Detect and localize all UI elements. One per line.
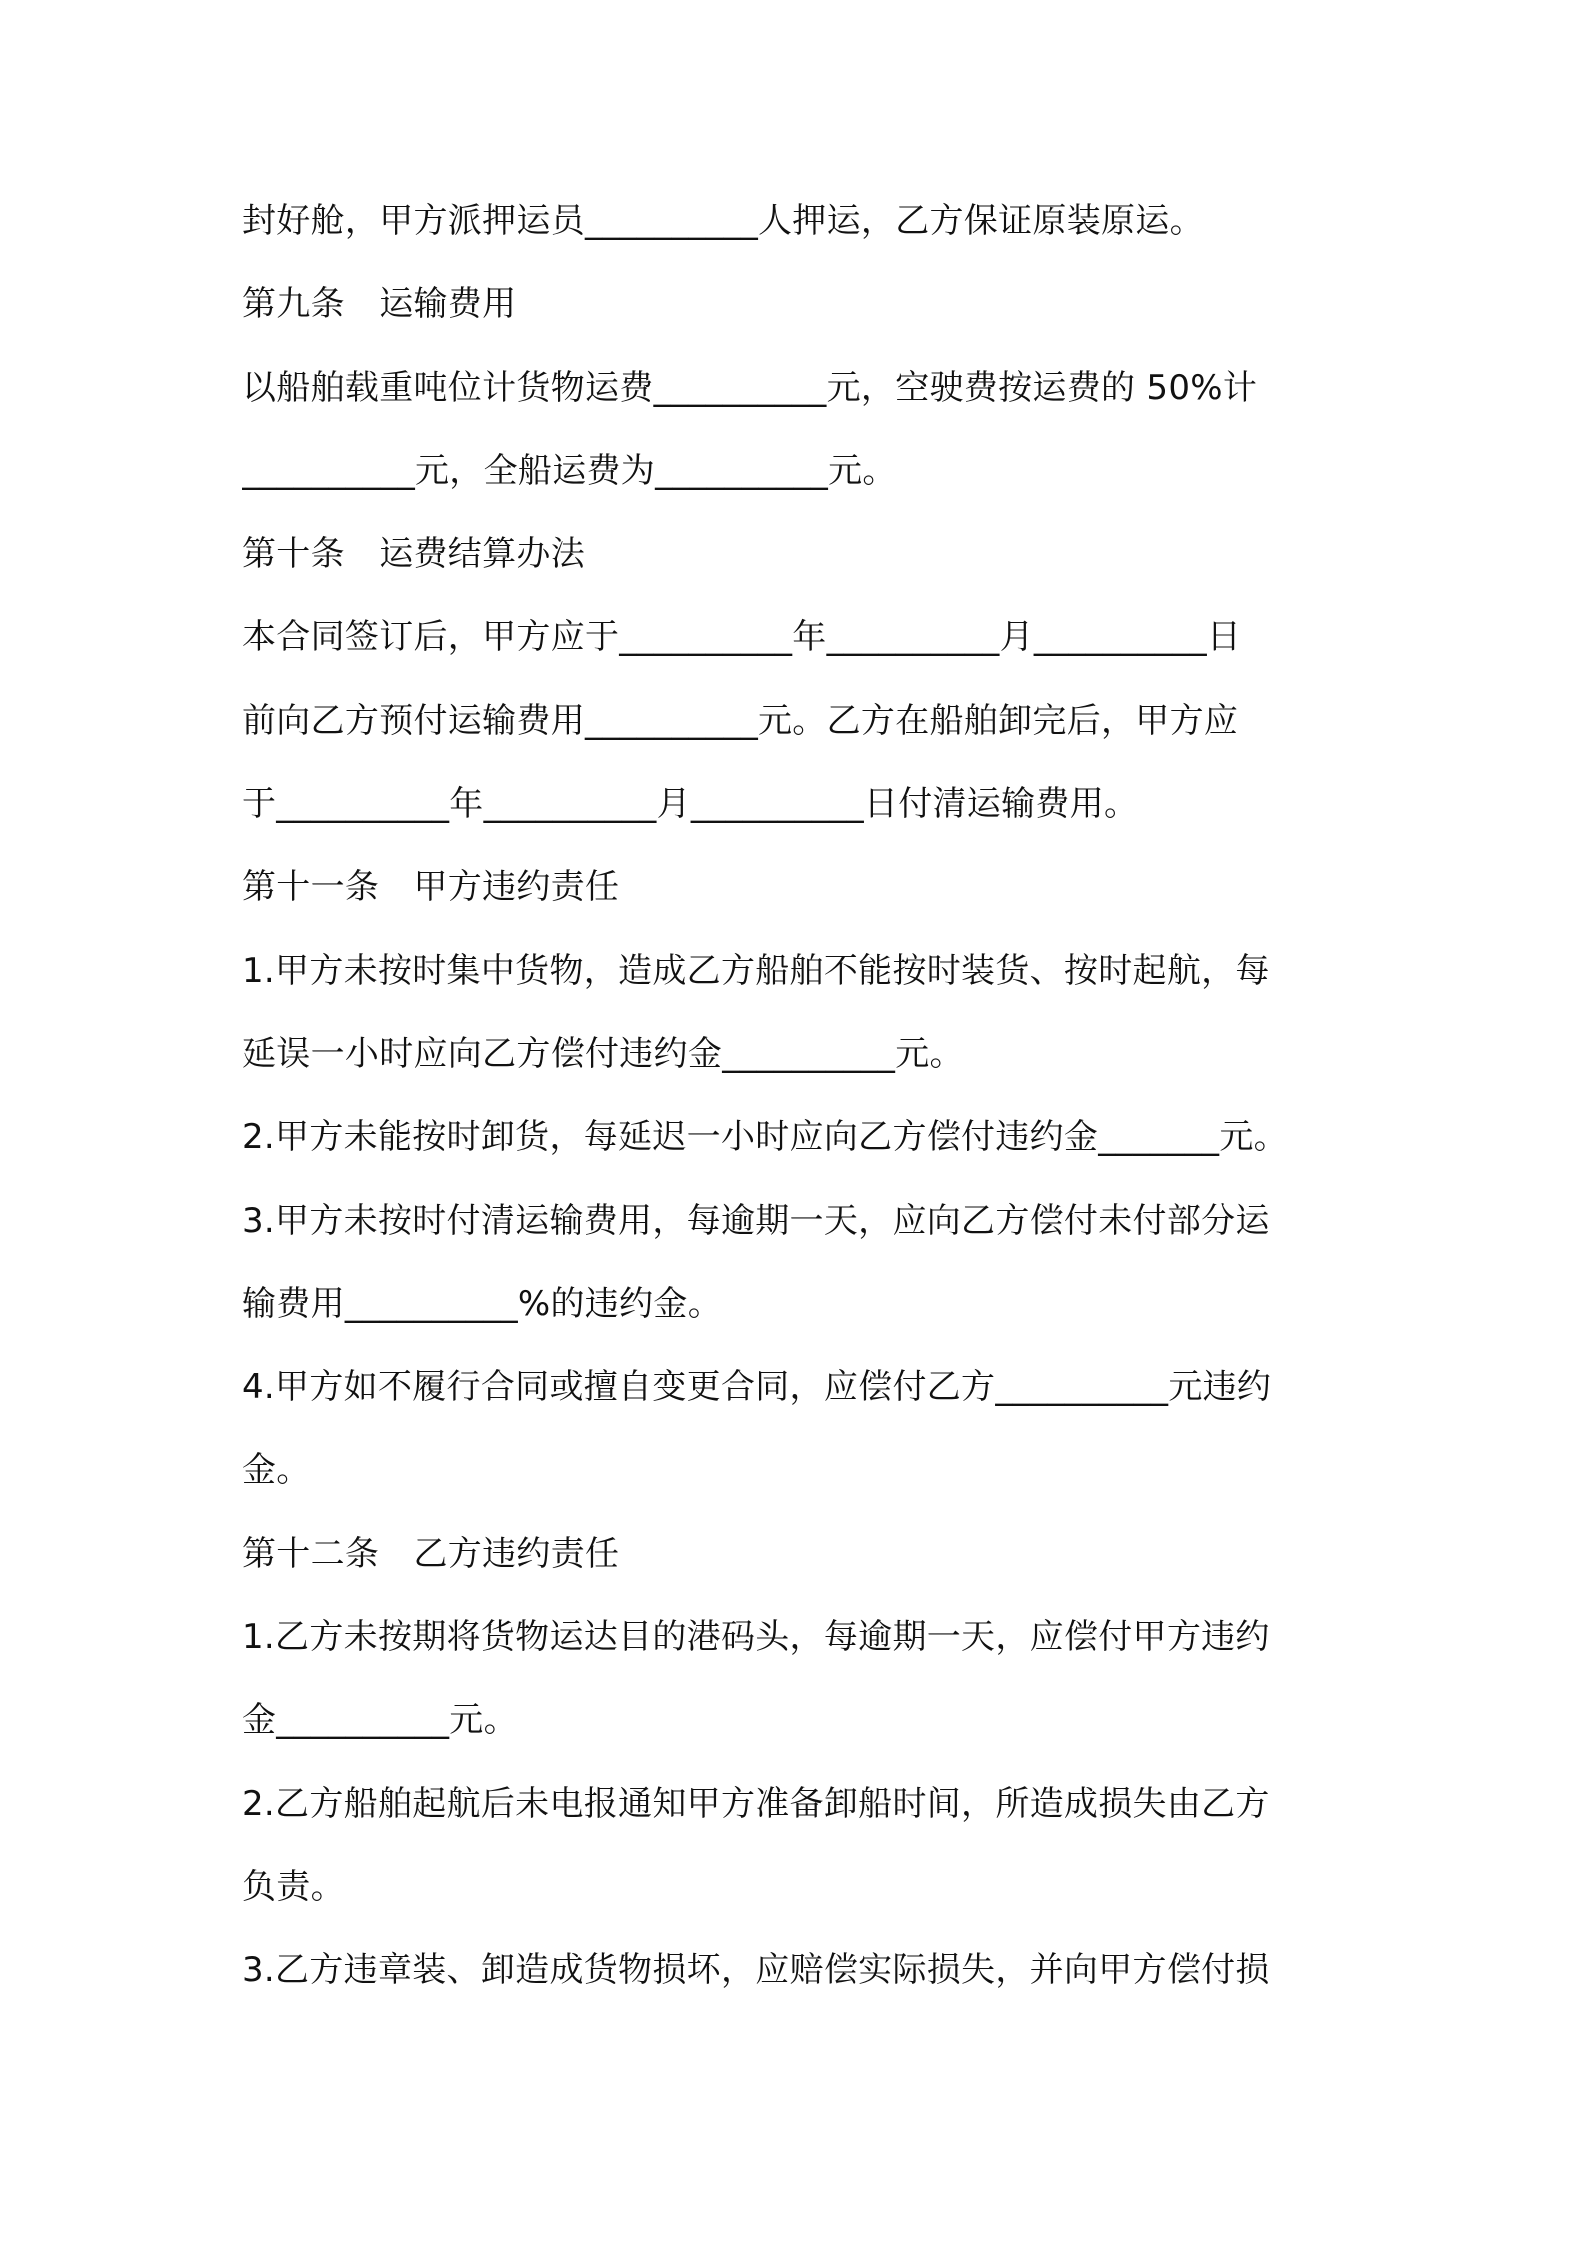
paragraph-line: 1.乙方未按期将货物运达目的港码头，每逾期一天，应偿付甲方违约 [242,1617,1270,1658]
paragraph-line: 前向乙方预付运输费用__________元。乙方在船舶卸完后，甲方应 [242,700,1239,741]
paragraph-line: 负责。 [242,1866,345,1907]
section-heading-12: 第十二条 乙方违约责任 [242,1533,620,1574]
paragraph-line: 2.甲方未能按时卸货，每延迟一小时应向乙方偿付违约金_______元。 [242,1117,1288,1158]
paragraph-line: 金__________元。 [242,1700,518,1741]
paragraph-line: 1.甲方未按时集中货物，造成乙方船舶不能按时装货、按时起航，每 [242,950,1270,991]
paragraph-line: 以船舶载重吨位计货物运费__________元，空驶费按运费的 50%计 [242,367,1258,408]
paragraph-line: 封好舱，甲方派押运员__________人押运，乙方保证原装原运。 [242,201,1204,241]
paragraph-line: 3.甲方未按时付清运输费用，每逾期一天，应向乙方偿付未付部分运 [242,1200,1270,1241]
paragraph-line: 金。 [242,1450,311,1491]
paragraph-line: 本合同签订后，甲方应于__________年__________月__________日 [242,617,1242,658]
section-heading-9: 第九条 运输费用 [242,284,517,325]
section-heading-10: 第十条 运费结算办法 [242,534,585,575]
section-heading-11: 第十一条 甲方违约责任 [242,867,620,908]
paragraph-line: 4.甲方如不履行合同或擅自变更合同，应偿付乙方__________元违约 [242,1367,1272,1408]
paragraph-line: __________元，全船运费为__________元。 [242,450,897,491]
paragraph-line: 3.乙方违章装、卸造成货物损坏，应赔偿实际损失，并向甲方偿付损 [242,1950,1270,1991]
document-body [242,196,1362,2029]
paragraph-line: 于__________年__________月__________日付清运输费用。 [242,784,1139,825]
paragraph-line: 延误一小时应向乙方偿付违约金__________元。 [242,1033,964,1074]
paragraph-line: 输费用__________%的违约金。 [242,1283,723,1324]
paragraph-line: 2.乙方船舶起航后未电报通知甲方准备卸船时间，所造成损失由乙方 [242,1783,1270,1824]
